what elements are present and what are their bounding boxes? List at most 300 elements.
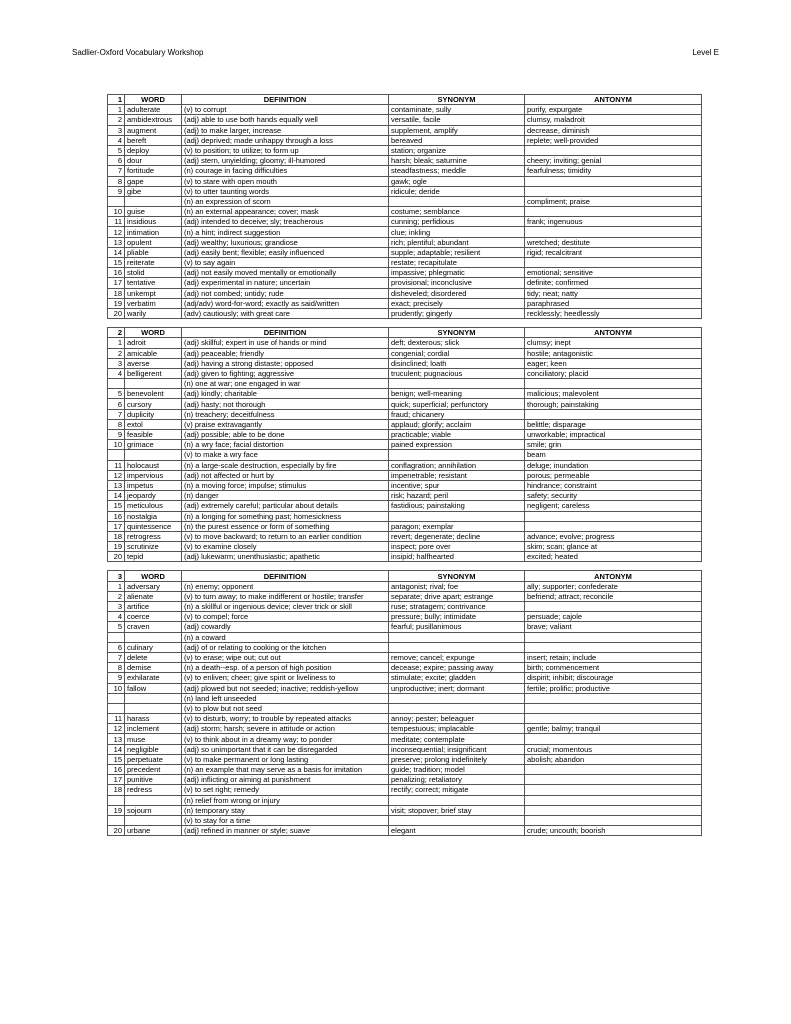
synonym-cell: clue; inkling <box>389 227 525 237</box>
definition-cell: (adj) stern, unyielding; gloomy; ill-humored <box>182 156 389 166</box>
antonym-cell: abolish; abandon <box>525 754 702 764</box>
column-header: ANTONYM <box>525 328 702 338</box>
table-row <box>108 358 702 368</box>
number-cell: 13 <box>108 480 125 490</box>
table-row <box>108 480 702 490</box>
word-cell <box>125 815 182 825</box>
synonym-cell: insipid; halfhearted <box>389 552 525 562</box>
word-cell: quintessence <box>125 521 182 531</box>
definition-cell: (v) to think about in a dreamy way; to ponder <box>182 734 389 744</box>
antonym-cell <box>525 521 702 531</box>
table-row <box>108 521 702 531</box>
number-cell: 6 <box>108 642 125 652</box>
definition-cell: (n) an example that may serve as a basis for imitation <box>182 765 389 775</box>
number-cell: 4 <box>108 612 125 622</box>
antonym-cell: crude; uncouth; boorish <box>525 826 702 836</box>
table-row <box>108 511 702 521</box>
antonym-cell <box>525 511 702 521</box>
antonym-cell: belittle; disparage <box>525 419 702 429</box>
number-cell: 3 <box>108 358 125 368</box>
definition-cell: (adj) plowed but not seeded; inactive; reddish-yellow <box>182 683 389 693</box>
word-cell: adversary <box>125 581 182 591</box>
table-row <box>108 683 702 693</box>
table-row <box>108 135 702 145</box>
definition-cell: (adj) wealthy; luxurious; grandiose <box>182 237 389 247</box>
synonym-cell: separate; drive apart; estrange <box>389 591 525 601</box>
synonym-cell: disinclined; loath <box>389 358 525 368</box>
word-cell: grimace <box>125 440 182 450</box>
synonym-cell: visit; stopover; brief stay <box>389 805 525 815</box>
number-cell: 18 <box>108 288 125 298</box>
antonym-cell: excited; heated <box>525 552 702 562</box>
antonym-cell: definite; confirmed <box>525 278 702 288</box>
word-cell: gibe <box>125 186 182 196</box>
table-row <box>108 765 702 775</box>
definition-cell: (adj) possible; able to be done <box>182 430 389 440</box>
table-row <box>108 419 702 429</box>
antonym-cell: paraphrased <box>525 298 702 308</box>
number-cell: 12 <box>108 724 125 734</box>
antonym-cell <box>525 703 702 713</box>
table-row <box>108 308 702 318</box>
synonym-cell: benign; well-meaning <box>389 389 525 399</box>
number-cell: 2 <box>108 591 125 601</box>
table-row <box>108 409 702 419</box>
antonym-cell: hostile; antagonistic <box>525 348 702 358</box>
definition-cell: (v) praise extravagantly <box>182 419 389 429</box>
word-cell: tentative <box>125 278 182 288</box>
word-cell <box>125 632 182 642</box>
number-cell: 1 <box>108 105 125 115</box>
number-cell: 3 <box>108 125 125 135</box>
definition-cell: (adj) deprived; made unhappy through a loss <box>182 135 389 145</box>
table-row <box>108 491 702 501</box>
definition-cell: (n) the purest essence or form of something <box>182 521 389 531</box>
table-row <box>108 642 702 652</box>
antonym-cell: deluge; inundation <box>525 460 702 470</box>
table-row <box>108 227 702 237</box>
table-row <box>108 176 702 186</box>
number-cell: 5 <box>108 145 125 155</box>
number-cell: 13 <box>108 237 125 247</box>
table-row <box>108 652 702 662</box>
table-row <box>108 399 702 409</box>
table-row <box>108 105 702 115</box>
word-cell: adulterate <box>125 105 182 115</box>
synonym-cell <box>389 703 525 713</box>
column-header: WORD <box>125 328 182 338</box>
synonym-cell: gawk; ogle <box>389 176 525 186</box>
antonym-cell: tidy; neat; natty <box>525 288 702 298</box>
table-row <box>108 278 702 288</box>
antonym-cell <box>525 176 702 186</box>
antonym-cell <box>525 734 702 744</box>
word-cell: gape <box>125 176 182 186</box>
spacer-cell <box>108 562 125 571</box>
definition-cell: (adj) hasty; not thorough <box>182 399 389 409</box>
definition-cell: (v) to compel; force <box>182 612 389 622</box>
word-cell: augment <box>125 125 182 135</box>
antonym-cell <box>525 602 702 612</box>
spacer-cell <box>182 319 389 328</box>
antonym-cell: cheery; inviting; genial <box>525 156 702 166</box>
word-cell: alienate <box>125 591 182 601</box>
number-cell: 11 <box>108 217 125 227</box>
word-cell <box>125 693 182 703</box>
synonym-cell: preserve; prolong indefinitely <box>389 754 525 764</box>
table-row <box>108 693 702 703</box>
number-cell <box>108 795 125 805</box>
antonym-cell: ally; supporter; confederate <box>525 581 702 591</box>
synonym-cell: stimulate; excite; gladden <box>389 673 525 683</box>
word-cell: delete <box>125 652 182 662</box>
word-cell: guise <box>125 207 182 217</box>
number-cell: 8 <box>108 176 125 186</box>
synonym-cell: steadfastness; meddle <box>389 166 525 176</box>
table-row <box>108 258 702 268</box>
table-row <box>108 368 702 378</box>
definition-cell: (v) to make a wry face <box>182 450 389 460</box>
number-cell: 7 <box>108 409 125 419</box>
word-cell: exhilarate <box>125 673 182 683</box>
synonym-cell: pressure; bully; intimidate <box>389 612 525 622</box>
word-cell: extol <box>125 419 182 429</box>
number-cell: 19 <box>108 298 125 308</box>
number-cell: 14 <box>108 744 125 754</box>
antonym-cell: unworkable; impractical <box>525 430 702 440</box>
antonym-cell: compliment; praise <box>525 196 702 206</box>
table-row <box>108 389 702 399</box>
number-cell: 16 <box>108 511 125 521</box>
antonym-cell <box>525 693 702 703</box>
antonym-cell <box>525 805 702 815</box>
table-row <box>108 247 702 257</box>
table-row <box>108 460 702 470</box>
table-row <box>108 744 702 754</box>
synonym-cell: practicable; viable <box>389 430 525 440</box>
word-cell: ambidextrous <box>125 115 182 125</box>
definition-cell: (adj) easily bent; flexible; easily influenced <box>182 247 389 257</box>
word-cell: impetus <box>125 480 182 490</box>
table-row <box>108 673 702 683</box>
antonym-cell: thorough; painstaking <box>525 399 702 409</box>
number-cell: 17 <box>108 775 125 785</box>
number-cell: 6 <box>108 399 125 409</box>
antonym-cell: malicious; malevolent <box>525 389 702 399</box>
definition-cell: (n) an external appearance; cover; mask <box>182 207 389 217</box>
synonym-cell: penalizing; retaliatory <box>389 775 525 785</box>
definition-cell: (adj) not combed; untidy; rude <box>182 288 389 298</box>
word-cell: verbatim <box>125 298 182 308</box>
unit-header-row <box>108 571 702 581</box>
word-cell: scrutinize <box>125 542 182 552</box>
word-cell: fallow <box>125 683 182 693</box>
number-cell: 2 <box>108 348 125 358</box>
antonym-cell <box>525 714 702 724</box>
column-header: WORD <box>125 571 182 581</box>
column-header: SYNONYM <box>389 328 525 338</box>
synonym-cell <box>389 642 525 652</box>
number-cell <box>108 703 125 713</box>
table-row <box>108 125 702 135</box>
synonym-cell: disheveled; disordered <box>389 288 525 298</box>
number-cell: 20 <box>108 308 125 318</box>
number-cell: 10 <box>108 207 125 217</box>
definition-cell: (n) one at war; one engaged in war <box>182 379 389 389</box>
number-cell: 11 <box>108 460 125 470</box>
synonym-cell: ridicule; deride <box>389 186 525 196</box>
antonym-cell: fertile; prolific; productive <box>525 683 702 693</box>
definition-cell: (v) to erase; wipe out; cut out <box>182 652 389 662</box>
definition-cell: (adj) lukewarm; unenthusiastic; apathetic <box>182 552 389 562</box>
word-cell <box>125 450 182 460</box>
table-row <box>108 440 702 450</box>
unit-spacer <box>108 562 702 571</box>
word-cell: perpetuate <box>125 754 182 764</box>
number-cell: 15 <box>108 501 125 511</box>
antonym-cell: birth; commencement <box>525 663 702 673</box>
unit-number: 3 <box>108 571 125 581</box>
table-row <box>108 207 702 217</box>
word-cell <box>125 703 182 713</box>
number-cell: 1 <box>108 338 125 348</box>
table-row <box>108 166 702 176</box>
antonym-cell: negligent; careless <box>525 501 702 511</box>
number-cell <box>108 379 125 389</box>
antonym-cell: emotional; sensitive <box>525 268 702 278</box>
word-cell <box>125 196 182 206</box>
definition-cell: (n) courage in facing difficulties <box>182 166 389 176</box>
unit-header-row <box>108 328 702 338</box>
word-cell: punitive <box>125 775 182 785</box>
table-row <box>108 430 702 440</box>
synonym-cell: inconsequential; insignificant <box>389 744 525 754</box>
spacer-cell <box>125 562 182 571</box>
definition-cell: (n) a large-scale destruction, especially by fire <box>182 460 389 470</box>
definition-cell: (v) to enliven; cheer; give spirit or liveliness to <box>182 673 389 683</box>
word-cell <box>125 379 182 389</box>
number-cell: 4 <box>108 368 125 378</box>
word-cell: fortitude <box>125 166 182 176</box>
synonym-cell: impenetrable; resistant <box>389 470 525 480</box>
table-row <box>108 196 702 206</box>
number-cell: 10 <box>108 683 125 693</box>
synonym-cell: applaud; glorify; acclaim <box>389 419 525 429</box>
synonym-cell: inspect; pore over <box>389 542 525 552</box>
antonym-cell: conciliatory; placid <box>525 368 702 378</box>
table-row <box>108 805 702 815</box>
number-cell: 9 <box>108 430 125 440</box>
word-cell: deploy <box>125 145 182 155</box>
number-cell: 14 <box>108 491 125 501</box>
word-cell: intimation <box>125 227 182 237</box>
antonym-cell: eager; keen <box>525 358 702 368</box>
table-row <box>108 612 702 622</box>
table-row <box>108 785 702 795</box>
synonym-cell: costume; semblance <box>389 207 525 217</box>
number-cell <box>108 693 125 703</box>
word-cell: averse <box>125 358 182 368</box>
number-cell: 9 <box>108 186 125 196</box>
number-cell: 20 <box>108 826 125 836</box>
word-cell: jeopardy <box>125 491 182 501</box>
word-cell: insidious <box>125 217 182 227</box>
antonym-cell: porous; permeable <box>525 470 702 480</box>
antonym-cell <box>525 379 702 389</box>
definition-cell: (n) a hint; indirect suggestion <box>182 227 389 237</box>
word-cell: negligible <box>125 744 182 754</box>
definition-cell: (adj) refined in manner or style; suave <box>182 826 389 836</box>
word-cell: harass <box>125 714 182 724</box>
table-row <box>108 602 702 612</box>
definition-cell: (v) to stare with open mouth <box>182 176 389 186</box>
antonym-cell: clumsy; inept <box>525 338 702 348</box>
word-cell: unkempt <box>125 288 182 298</box>
spacer-cell <box>125 319 182 328</box>
synonym-cell: rectify; correct; mitigate <box>389 785 525 795</box>
synonym-cell: antagonist; rival; foe <box>389 581 525 591</box>
definition-cell: (adj) of or relating to cooking or the kitchen <box>182 642 389 652</box>
synonym-cell: fearful; pusillanimous <box>389 622 525 632</box>
table-row <box>108 298 702 308</box>
number-cell: 4 <box>108 135 125 145</box>
word-cell: retrogress <box>125 531 182 541</box>
number-cell: 19 <box>108 542 125 552</box>
number-cell: 20 <box>108 552 125 562</box>
table-row <box>108 237 702 247</box>
definition-cell: (adj) cowardly <box>182 622 389 632</box>
spacer-cell <box>182 562 389 571</box>
word-cell: coerce <box>125 612 182 622</box>
table-row <box>108 338 702 348</box>
definition-cell: (v) to set right; remedy <box>182 785 389 795</box>
antonym-cell: crucial; momentous <box>525 744 702 754</box>
synonym-cell: risk; hazard; peril <box>389 491 525 501</box>
table-row <box>108 775 702 785</box>
spacer-cell <box>389 319 525 328</box>
antonym-cell: advance; evolve; progress <box>525 531 702 541</box>
synonym-cell: contaminate, sully <box>389 105 525 115</box>
column-header: ANTONYM <box>525 571 702 581</box>
definition-cell: (v) to say again <box>182 258 389 268</box>
definition-cell: (n) enemy; opponent <box>182 581 389 591</box>
antonym-cell <box>525 632 702 642</box>
antonym-cell: smile; grin <box>525 440 702 450</box>
synonym-cell: quick; superficial; perfunctory <box>389 399 525 409</box>
antonym-cell: fearfulness; timidity <box>525 166 702 176</box>
definition-cell: (adv) cautiously; with great care <box>182 308 389 318</box>
word-cell: stolid <box>125 268 182 278</box>
column-header: DEFINITION <box>182 571 389 581</box>
number-cell: 8 <box>108 419 125 429</box>
synonym-cell: supple; adaptable; resilient <box>389 247 525 257</box>
table-row <box>108 450 702 460</box>
word-cell: sojourn <box>125 805 182 815</box>
definition-cell: (n) land left unseeded <box>182 693 389 703</box>
word-cell: inclement <box>125 724 182 734</box>
antonym-cell: safety; security <box>525 491 702 501</box>
table-row <box>108 632 702 642</box>
table-row <box>108 734 702 744</box>
synonym-cell: guide; tradition; model <box>389 765 525 775</box>
synonym-cell: revert; degenerate; decline <box>389 531 525 541</box>
number-cell: 12 <box>108 470 125 480</box>
definition-cell: (n) temporary stay <box>182 805 389 815</box>
unit-number: 2 <box>108 328 125 338</box>
definition-cell: (adj) to make larger, increase <box>182 125 389 135</box>
antonym-cell: rigid; recalcitrant <box>525 247 702 257</box>
number-cell <box>108 196 125 206</box>
spacer-cell <box>525 562 702 571</box>
synonym-cell: bereaved <box>389 135 525 145</box>
word-cell: benevolent <box>125 389 182 399</box>
table-row <box>108 470 702 480</box>
table-row <box>108 501 702 511</box>
synonym-cell: fraud; chicanery <box>389 409 525 419</box>
table-row <box>108 795 702 805</box>
synonym-cell: impassive; phlegmatic <box>389 268 525 278</box>
synonym-cell: harsh; bleak; saturnine <box>389 156 525 166</box>
number-cell: 9 <box>108 673 125 683</box>
table-row <box>108 268 702 278</box>
word-cell: feasible <box>125 430 182 440</box>
definition-cell: (adj) having a strong distaste; opposed <box>182 358 389 368</box>
definition-cell: (adj) experimental in nature; uncertain <box>182 278 389 288</box>
word-cell: duplicity <box>125 409 182 419</box>
definition-cell: (adj) skillful; expert in use of hands or mind <box>182 338 389 348</box>
spacer-cell <box>108 319 125 328</box>
number-cell: 7 <box>108 652 125 662</box>
synonym-cell: fastidious; painstaking <box>389 501 525 511</box>
word-cell: redress <box>125 785 182 795</box>
table-row <box>108 663 702 673</box>
antonym-cell: clumsy, maladroit <box>525 115 702 125</box>
synonym-cell: versatile, facile <box>389 115 525 125</box>
word-cell: dour <box>125 156 182 166</box>
synonym-cell: tempestuous; implacable <box>389 724 525 734</box>
table-row <box>108 542 702 552</box>
antonym-cell: beam <box>525 450 702 460</box>
definition-cell: (v) to corrupt <box>182 105 389 115</box>
antonym-cell <box>525 765 702 775</box>
number-cell: 16 <box>108 765 125 775</box>
number-cell: 6 <box>108 156 125 166</box>
synonym-cell <box>389 632 525 642</box>
table-row <box>108 703 702 713</box>
table-row <box>108 591 702 601</box>
definition-cell: (adj) able to use both hands equally well <box>182 115 389 125</box>
synonym-cell: congenial; cordial <box>389 348 525 358</box>
number-cell: 7 <box>108 166 125 176</box>
word-cell: cursory <box>125 399 182 409</box>
word-cell: warily <box>125 308 182 318</box>
synonym-cell <box>389 511 525 521</box>
number-cell: 19 <box>108 805 125 815</box>
word-cell: demise <box>125 663 182 673</box>
word-cell: craven <box>125 622 182 632</box>
number-cell: 3 <box>108 602 125 612</box>
definition-cell: (adj) extremely careful; particular about details <box>182 501 389 511</box>
table-row <box>108 815 702 825</box>
antonym-cell <box>525 227 702 237</box>
word-cell: artifice <box>125 602 182 612</box>
column-header: DEFINITION <box>182 328 389 338</box>
word-cell: muse <box>125 734 182 744</box>
definition-cell: (v) to disturb, worry; to trouble by repeated attacks <box>182 714 389 724</box>
synonym-cell: rich; plentiful; abundant <box>389 237 525 247</box>
synonym-cell: elegant <box>389 826 525 836</box>
antonym-cell: skim; scan; glance at <box>525 542 702 552</box>
